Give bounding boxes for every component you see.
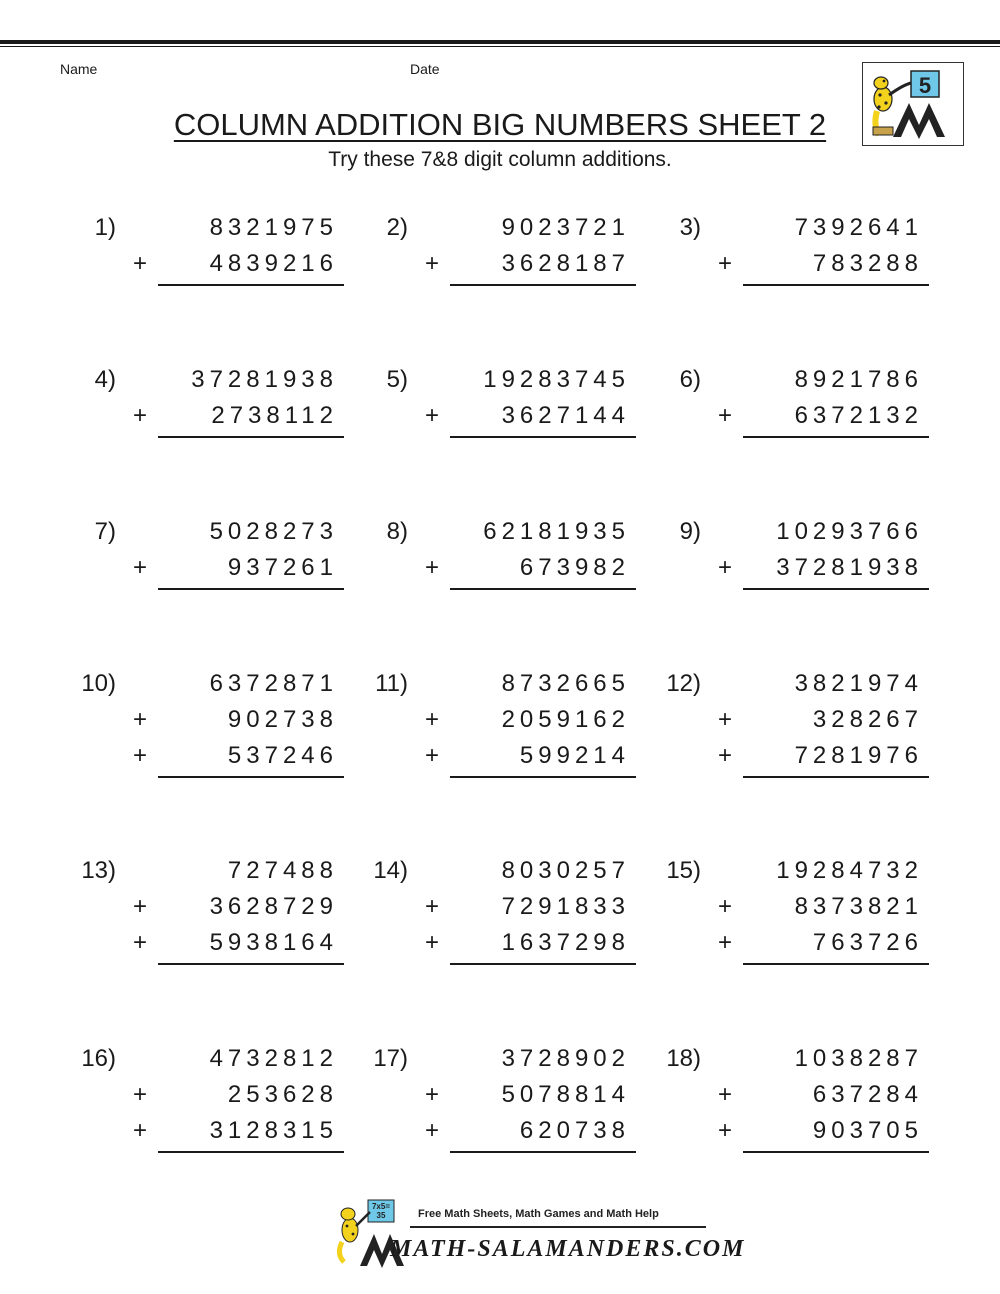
- problem-number: 10): [81, 670, 116, 697]
- plus-sign: +: [133, 1081, 148, 1108]
- answer-line: [450, 776, 636, 778]
- problem-number: 11): [375, 670, 408, 697]
- problem-4: [60, 366, 360, 516]
- addend: 637284: [812, 1081, 923, 1108]
- addend: 5078814: [501, 1081, 630, 1108]
- addend: 19283745: [483, 366, 630, 393]
- plus-sign: +: [425, 706, 440, 733]
- addend: 4839216: [209, 250, 338, 277]
- footer-site-name: MATH-SALAMANDERS.COM: [390, 1236, 746, 1262]
- problem-number: 12): [666, 670, 701, 697]
- addend: 3128315: [209, 1117, 338, 1144]
- plus-sign: +: [718, 742, 733, 769]
- problem-11: [352, 670, 652, 820]
- addend: 37281938: [776, 554, 923, 581]
- addend: 62181935: [483, 518, 630, 545]
- addend: 5938164: [209, 929, 338, 956]
- answer-line: [743, 1151, 929, 1153]
- problem-number: 15): [666, 857, 701, 884]
- footer-tagline: Free Math Sheets, Math Games and Math Help: [418, 1208, 659, 1220]
- addend: 3627144: [501, 402, 630, 429]
- plus-sign: +: [718, 402, 733, 429]
- problem-number: 7): [94, 518, 116, 545]
- problem-18: [645, 1045, 945, 1195]
- addend: 763726: [812, 929, 923, 956]
- plus-sign: +: [133, 893, 148, 920]
- date-label: Date: [410, 61, 440, 77]
- addend: 7291833: [501, 893, 630, 920]
- addend: 6372871: [209, 670, 338, 697]
- problem-number: 6): [679, 366, 701, 393]
- logo-badge-number: 5: [918, 73, 932, 98]
- problem-13: [60, 857, 360, 1007]
- problem-10: [60, 670, 360, 820]
- plus-sign: +: [425, 1081, 440, 1108]
- problem-number: 14): [373, 857, 408, 884]
- addend: 253628: [227, 1081, 338, 1108]
- addend: 727488: [227, 857, 338, 884]
- problem-number: 9): [679, 518, 701, 545]
- addend: 8321975: [209, 214, 338, 241]
- plus-sign: +: [133, 742, 148, 769]
- answer-line: [158, 284, 344, 286]
- problem-3: [645, 214, 945, 364]
- addend: 2059162: [501, 706, 630, 733]
- problem-number: 3): [679, 214, 701, 241]
- plus-sign: +: [425, 929, 440, 956]
- addend: 937261: [227, 554, 338, 581]
- problem-14: [352, 857, 652, 1007]
- problem-2: [352, 214, 652, 364]
- addend: 903705: [812, 1117, 923, 1144]
- answer-line: [450, 963, 636, 965]
- addend: 902738: [227, 706, 338, 733]
- addend: 3728902: [501, 1045, 630, 1072]
- problem-5: [352, 366, 652, 516]
- problem-9: [645, 518, 945, 668]
- answer-line: [158, 436, 344, 438]
- answer-line: [743, 963, 929, 965]
- answer-line: [158, 963, 344, 965]
- page-title-text: COLUMN ADDITION BIG NUMBERS SHEET 2: [173, 107, 827, 142]
- problem-17: [352, 1045, 652, 1195]
- plus-sign: +: [133, 402, 148, 429]
- addend: 10293766: [776, 518, 923, 545]
- answer-line: [743, 284, 929, 286]
- plus-sign: +: [425, 250, 440, 277]
- addend: 7281976: [794, 742, 923, 769]
- plus-sign: +: [133, 250, 148, 277]
- problem-8: [352, 518, 652, 668]
- addend: 6372132: [794, 402, 923, 429]
- footer-logo-badge: 7x5= 35: [371, 1202, 391, 1220]
- plus-sign: +: [718, 1081, 733, 1108]
- plus-sign: +: [718, 929, 733, 956]
- addend: 2738112: [211, 402, 338, 429]
- addend: 8030257: [501, 857, 630, 884]
- addend: 620738: [519, 1117, 630, 1144]
- problem-16: [60, 1045, 360, 1195]
- addend: 8921786: [794, 366, 923, 393]
- problem-7: [60, 518, 360, 668]
- addend: 3821974: [794, 670, 923, 697]
- addend: 1637298: [501, 929, 630, 956]
- problem-number: 1): [94, 214, 116, 241]
- plus-sign: +: [133, 706, 148, 733]
- addend: 8732665: [501, 670, 630, 697]
- addend: 9023721: [501, 214, 630, 241]
- answer-line: [450, 284, 636, 286]
- answer-line: [743, 776, 929, 778]
- addend: 5028273: [209, 518, 338, 545]
- plus-sign: +: [425, 893, 440, 920]
- addend: 7392641: [794, 214, 923, 241]
- addend: 19284732: [776, 857, 923, 884]
- answer-line: [158, 588, 344, 590]
- problem-number: 16): [81, 1045, 116, 1072]
- plus-sign: +: [133, 929, 148, 956]
- name-label: Name: [60, 61, 98, 77]
- addend: 1038287: [794, 1045, 923, 1072]
- plus-sign: +: [425, 1117, 440, 1144]
- plus-sign: +: [718, 1117, 733, 1144]
- problem-15: [645, 857, 945, 1007]
- plus-sign: +: [718, 706, 733, 733]
- top-rule: [0, 40, 1000, 47]
- addend: 8373821: [794, 893, 923, 920]
- plus-sign: +: [425, 742, 440, 769]
- addend: 3628187: [501, 250, 630, 277]
- addend: 328267: [812, 706, 923, 733]
- problem-number: 17): [373, 1045, 408, 1072]
- problem-6: [645, 366, 945, 516]
- problem-number: 13): [81, 857, 116, 884]
- addend: 3628729: [209, 893, 338, 920]
- page-subtitle: Try these 7&8 digit column additions.: [328, 148, 672, 171]
- addend: 537246: [227, 742, 338, 769]
- problem-number: 18): [666, 1045, 701, 1072]
- plus-sign: +: [133, 554, 148, 581]
- problem-number: 8): [386, 518, 408, 545]
- addend: 783288: [812, 250, 923, 277]
- problem-number: 5): [386, 366, 408, 393]
- answer-line: [450, 588, 636, 590]
- answer-line: [743, 588, 929, 590]
- plus-sign: +: [425, 554, 440, 581]
- addend: 673982: [519, 554, 630, 581]
- answer-line: [158, 1151, 344, 1153]
- problem-1: [60, 214, 360, 364]
- answer-line: [743, 436, 929, 438]
- answer-line: [158, 776, 344, 778]
- problem-number: 2): [386, 214, 408, 241]
- plus-sign: +: [718, 250, 733, 277]
- problem-12: [645, 670, 945, 820]
- addend: 4732812: [209, 1045, 338, 1072]
- problem-number: 4): [94, 366, 116, 393]
- addend: 599214: [519, 742, 630, 769]
- plus-sign: +: [425, 402, 440, 429]
- page-title: [0, 106, 1000, 144]
- answer-line: [450, 1151, 636, 1153]
- plus-sign: +: [133, 1117, 148, 1144]
- plus-sign: +: [718, 893, 733, 920]
- answer-line: [450, 436, 636, 438]
- addend: 37281938: [191, 366, 338, 393]
- plus-sign: +: [718, 554, 733, 581]
